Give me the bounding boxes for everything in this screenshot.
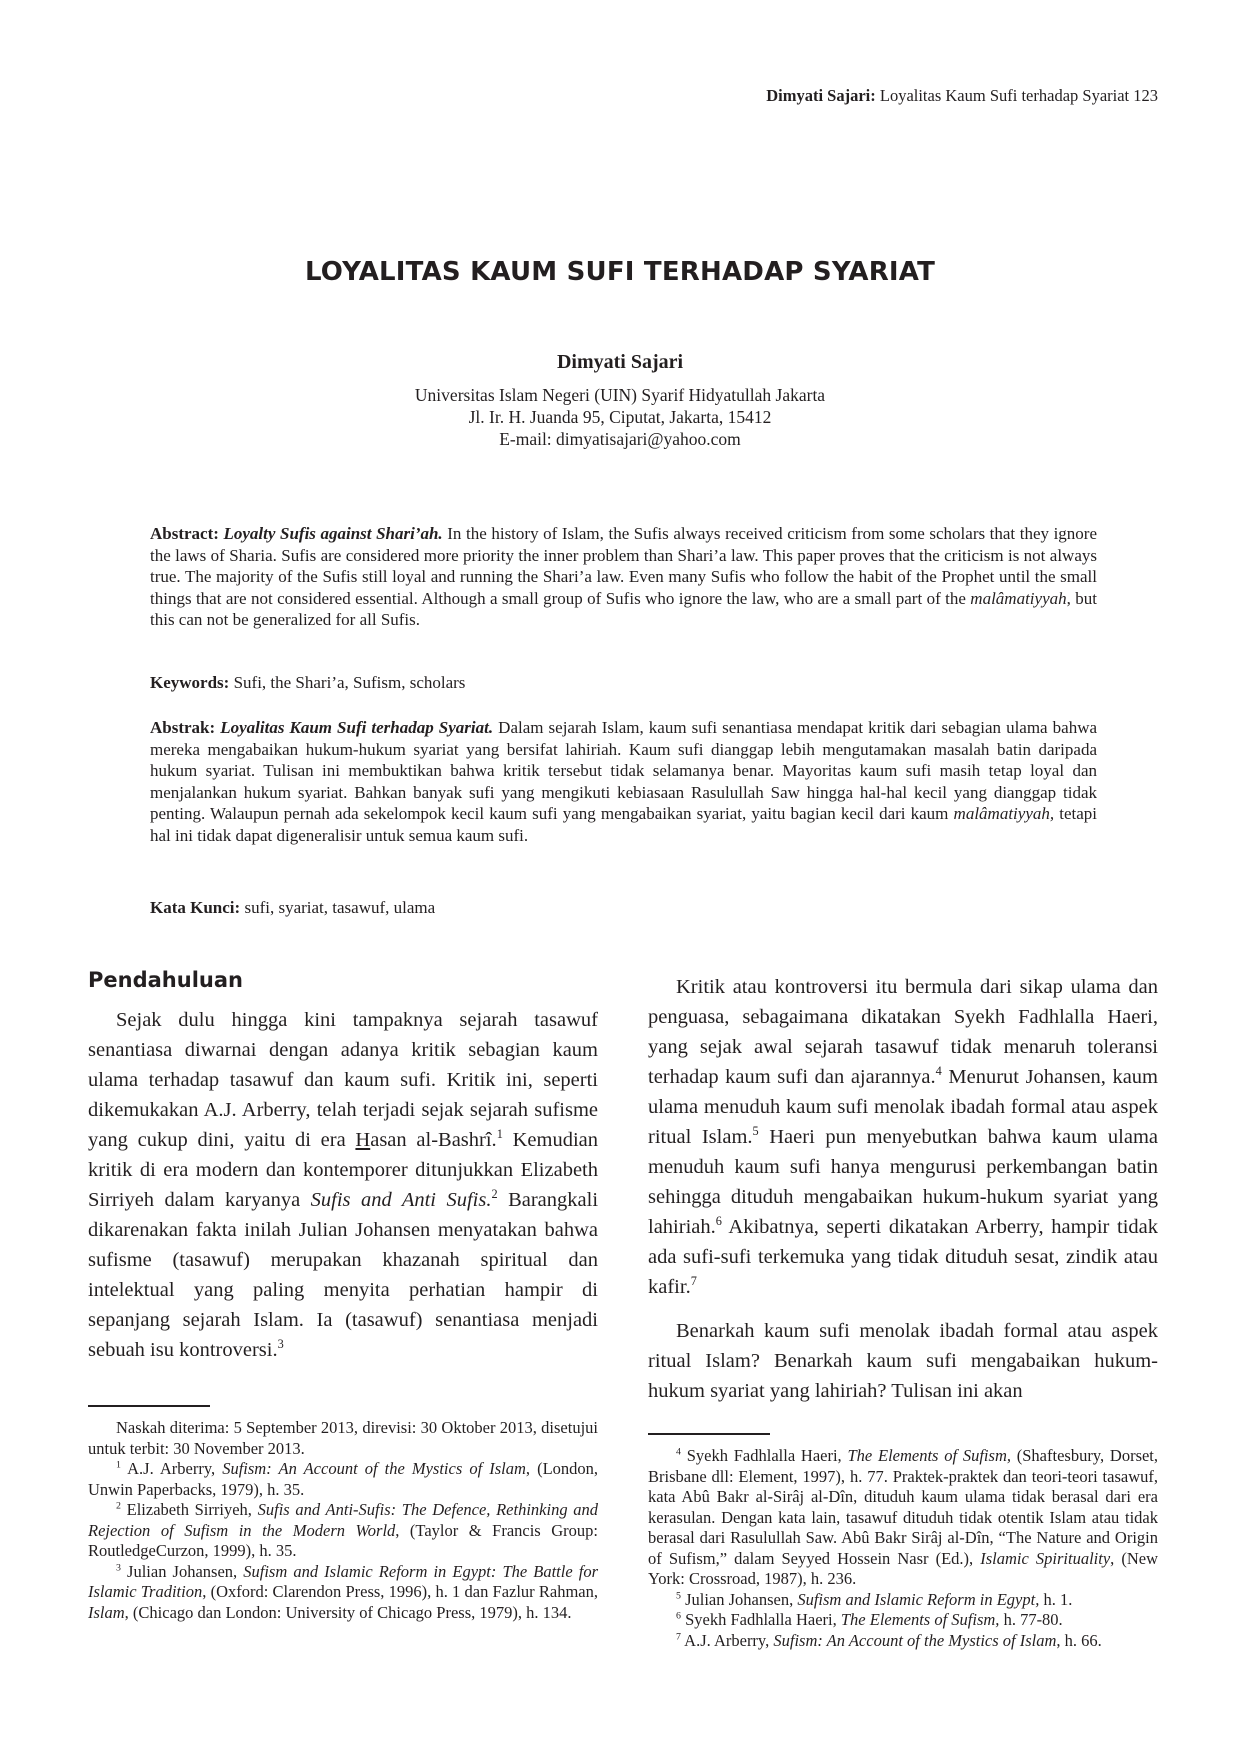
footnote-number: 5: [676, 1590, 681, 1601]
footnote-title: Sufism and Islamic Reform in Egypt: The Battle for Islamic Tradition: [88, 1561, 599, 1601]
body-paragraph: [88, 1005, 598, 1365]
footnotes-left: [88, 1418, 598, 1623]
footnote-received: Naskah diterima: 5 September 2013, direvisi: 30 Oktober 2013, disetujui untuk terbit: 30 November 2013.: [88, 1418, 598, 1458]
keywords-indonesian: [150, 898, 435, 918]
footnote-ref: 4: [935, 1064, 942, 1079]
page-number: 123: [1133, 86, 1158, 105]
author-name: Dimyati Sajari: [556, 351, 684, 373]
abstrak-term: malâmatiyyah,: [953, 804, 1055, 823]
body-paragraph: [648, 972, 1158, 1302]
keywords-label: Keywords:: [150, 673, 230, 692]
footnote-3: [88, 1562, 598, 1624]
footnote-title: The Elements of Sufism,: [840, 1610, 1000, 1629]
body-text: Kritik atau kontroversi itu bermula dari sikap ulama dan penguasa, sebagaimana dikatakan Syekh Fadhlalla Haeri, yang sejak awal sejarah tasawuf tidak menaruh toleransi terhadap kaum sufi dan ajarannya.: [648, 976, 1158, 1088]
footnote-text: Syekh Fadhlalla Haeri,: [685, 1610, 837, 1629]
footnote-title: Islam: [88, 1602, 125, 1622]
footnote-number: 3: [116, 1562, 121, 1573]
footnote-title: Sufism: An Account of the Mystics of Islam: [222, 1459, 526, 1478]
body-text: Menurut Johansen, kaum ulama menuduh kaum sufi menolak ibadah formal atau aspek ritual Islam.: [648, 1066, 1158, 1148]
footnote-6: [648, 1610, 1158, 1631]
footnote-ref: 1: [496, 1127, 503, 1142]
name-underlined-letter: H: [355, 1129, 371, 1151]
footnote-2: [88, 1500, 598, 1562]
abstrak-label: Abstrak:: [150, 718, 216, 737]
body-paragraph: Benarkah kaum sufi menolak ibadah formal atau aspek ritual Islam? Benarkah kaum sufi mengabaikan hukum-hukum syariat yang lahiriah? Tulisan ini akan: [648, 1320, 1158, 1402]
footnote-ref: 6: [715, 1214, 722, 1229]
abstract-text: In the history of Islam, the Sufis always received criticism from some scholars that they ignore the laws of Sharia. Sufis are considered more priority the inner problem than Shari’a law. This paper proves that the criticism is not always true. The majority of the Sufis still loyal and running the Shari’a law. Even many Sufis who follow the habit of the Prophet until the small things that are not considered essential. Although a small group of Sufis who ignore the law, who are a small part of the: [150, 524, 1098, 608]
footnote-divider: [88, 1405, 210, 1407]
body-text: Haeri pun menyebutkan bahwa kaum ulama menuduh kaum sufi hanya mengurusi perkembangan batin sehingga dituduh mengabaikan hukum-hukum syariat yang lahiriah.: [648, 1126, 1158, 1238]
footnotes-right: [648, 1446, 1158, 1651]
body-text: Sejak dulu hingga kini tampaknya sejarah tasawuf senantiasa diwarnai dengan adanya kritik sebagian kaum ulama terhadap tasawuf dan kaum sufi. Kritik ini, seperti dikemukakan A.J. Arberry, telah terjadi sejak sejarah sufisme yang cukup dini, yaitu di era: [88, 1009, 598, 1151]
footnote-number: 6: [676, 1610, 681, 1622]
footnote-text: A.J. Arberry,: [127, 1459, 216, 1478]
footnote-divider: [648, 1433, 770, 1435]
affiliation-line-2: Jl. Ir. H. Juanda 95, Ciputat, Jakarta, 15412: [468, 407, 772, 427]
footnote-text: (Shaftesbury, Dorset, Brisbane dll: Element, 1997), h. 77. Praktek-praktek dan teori-teori tasawuf, kata Abû Bakr al-Sirâj al-Dîn, dituduh kaum ulama tidak berasal dari era kerasulan. Dengan kata lain, tasawuf dituduh tidak otentik Islam atau tidak berasal dari Rasulullah Saw. Abû Bakr Sirâj al-Dîn, “The Nature and Origin of Sufism,” dalam Seyyed Hossein Nasr (Ed.),: [648, 1446, 1159, 1568]
body-text: Barangkali dikarenakan fakta inilah Julian Johansen menyatakan bahwa sufisme (tasawuf) merupakan khazanah spiritual dan intelektual yang paling menyita perhatian hampir di sepanjang sejarah Islam. Ia (tasawuf) senantiasa menjadi sebuah isu kontroversi.: [88, 1189, 599, 1361]
footnote-text: h. 77-80.: [1003, 1610, 1063, 1629]
footnote-text: Julian Johansen,: [127, 1561, 238, 1581]
footnote-7: [648, 1631, 1158, 1652]
abstract-english: [150, 523, 1097, 631]
footnote-text: , h. 66.: [1056, 1630, 1102, 1650]
footnote-text: Syekh Fadhlalla Haeri,: [686, 1446, 842, 1465]
abstrak-text-end: tetapi hal ini tidak dapat digeneralisir untuk semua kaum sufi.: [150, 804, 1098, 845]
affiliation-email: E-mail: dimyatisajari@yahoo.com: [499, 429, 741, 449]
footnote-text: A.J. Arberry,: [684, 1630, 770, 1650]
running-head-title: Loyalitas Kaum Sufi terhadap Syariat: [879, 86, 1130, 105]
footnote-text: , (Taylor & Francis Group: RoutledgeCurzon, 1999), h. 35.: [88, 1520, 598, 1560]
footnote-ref: 7: [690, 1274, 697, 1289]
affiliation-line-1: Universitas Islam Negeri (UIN) Syarif Hidyatullah Jakarta: [414, 385, 826, 405]
keywords-text: Sufi, the Shari’a, Sufism, scholars: [233, 673, 466, 692]
footnote-text: , (London, Unwin Paperbacks, 1979), h. 35.: [88, 1459, 599, 1499]
abstract-text-end: , but this can not be generalized for all Sufis.: [150, 588, 1097, 629]
footnote-number: 7: [676, 1631, 681, 1642]
body-text: asan al-Bashrî.: [370, 1129, 497, 1151]
footnote-ref: 5: [752, 1124, 759, 1139]
section-heading: Pendahuluan: [88, 968, 243, 992]
footnote-number: 2: [116, 1500, 121, 1512]
abstract-indonesian: [150, 717, 1097, 846]
abstrak-text: Dalam sejarah Islam, kaum sufi senantiasa mendapat kritik dari sebagian ulama bahwa mereka mengabaikan hukum-hukum syariat yang bersifat lahiriah. Kaum sufi dianggap lebih mengutamakan masalah batin daripada hukum syariat. Tulisan ini membuktikan bahwa kritik tersebut tidak selamanya benar. Mayoritas kaum sufi masih tetap loyal dan menjalankan hukum syariat. Bahkan banyak sufi yang mengikuti kebiasaan Rasulullah Saw hingga hal-hal kecil yang dianggap tidak penting. Walaupun pernah ada sekelompok kecil kaum sufi yang mengabaikan syariat, yaitu bagian kecil dari kaum: [150, 718, 1098, 823]
running-head-author: Dimyati Sajari:: [766, 86, 876, 105]
footnote-text: Julian Johansen,: [685, 1589, 794, 1609]
footnote-text: , (New York: Crossroad, 1987), h. 236.: [648, 1548, 1159, 1588]
footnote-title: Sufism and Islamic Reform in Egypt,: [797, 1589, 1040, 1609]
footnote-title: Sufis and Anti-Sufis: The Defence, Rethinking and Rejection of Sufism in the Modern World: [88, 1500, 599, 1540]
footnote-ref: 3: [277, 1337, 284, 1352]
footnote-title: Islamic Spirituality: [980, 1548, 1111, 1568]
abstract-term: malâmatiyyah: [970, 588, 1067, 608]
abstract-label: Abstract:: [150, 524, 219, 543]
footnote-1: [88, 1459, 598, 1500]
footnote-text: h. 1.: [1043, 1589, 1073, 1609]
footnote-number: 4: [676, 1446, 681, 1458]
keywords-english: [150, 673, 465, 693]
body-text: Kemudian kritik di era modern dan kontemporer ditunjukkan Elizabeth Sirriyeh dalam karyanya: [88, 1129, 598, 1211]
footnote-title: The Elements of Sufism,: [847, 1446, 1011, 1465]
paper-title: LOYALITAS KAUM SUFI TERHADAP SYARIAT: [304, 257, 936, 287]
footnote-4: [648, 1446, 1158, 1590]
running-head: [766, 86, 1158, 106]
abstrak-title: Loyalitas Kaum Sufi terhadap Syariat.: [220, 718, 494, 737]
footnote-5: [648, 1590, 1158, 1611]
footnote-number: 1: [116, 1459, 121, 1471]
body-column-right: [648, 972, 1158, 1406]
affiliation: [0, 384, 1240, 450]
footnote-text: , (Chicago dan London: University of Chicago Press, 1979), h. 134.: [124, 1602, 572, 1622]
footnote-text: , (Oxford: Clarendon Press, 1996), h. 1 dan Fazlur Rahman,: [202, 1582, 599, 1601]
body-text: Akibatnya, seperti dikatakan Arberry, hampir tidak ada sufi-sufi terkemuka yang tidak dituduh sesat, zindik atau kafir.: [648, 1216, 1158, 1298]
kata-kunci-label: Kata Kunci:: [150, 898, 241, 917]
kata-kunci-text: sufi, syariat, tasawuf, ulama: [244, 898, 436, 917]
footnote-text: Elizabeth Sirriyeh,: [126, 1500, 252, 1519]
abstract-title: Loyalty Sufis against Shari’ah.: [223, 524, 443, 543]
footnote-title: Sufism: An Account of the Mystics of Islam: [773, 1630, 1057, 1650]
footnote-ref: 2: [491, 1187, 498, 1202]
body-column-left: [88, 1005, 598, 1365]
book-title: Sufis and Anti Sufis.: [310, 1189, 492, 1211]
